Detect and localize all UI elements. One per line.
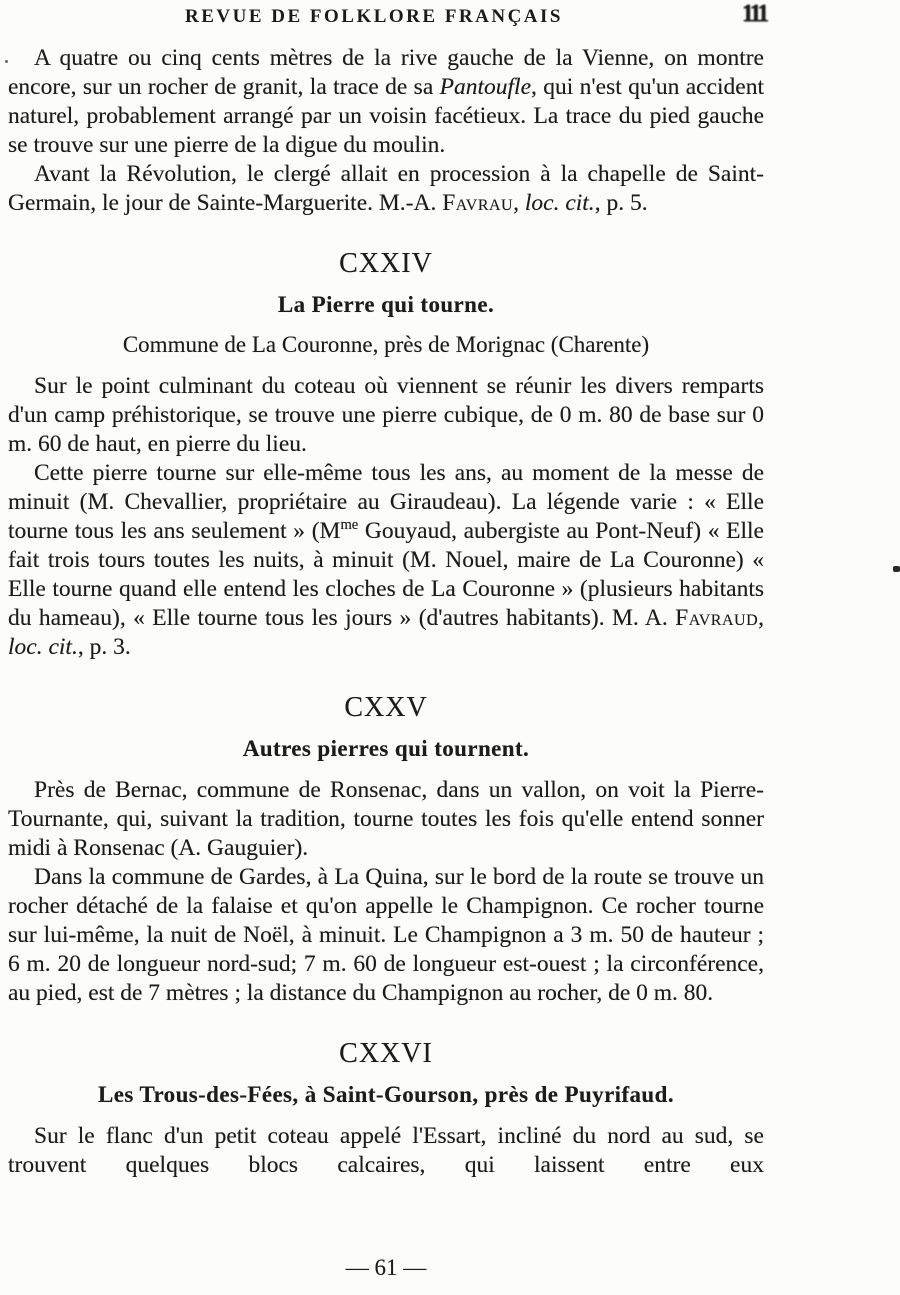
- text-segment: loc. cit.: [8, 634, 78, 660]
- running-header: [0, 0, 900, 32]
- scan-artifact: [5, 60, 8, 63]
- text-segment: Gouyaud, aubergiste au Pont-Neuf) « Elle fait trois tours toutes les nuits, à minuit (M. Nouel, maire de La Couronne) « Elle tourne quand elle entend les cloches de La Couronne » (plusieurs habitants du hameau), « Elle tourne tous les jours » (d'autres habitants). M. A.: [8, 518, 764, 631]
- text-segment: A quatre ou cinq cents mètres de la rive gauche de la Vienne, on montre encore, sur un rocher de granit, la trace de sa: [8, 45, 764, 100]
- section-subline: Commune de La Couronne, près de Morignac (Charente): [122, 332, 650, 357]
- text-segment: Favrau: [442, 190, 514, 216]
- text-segment: ,: [513, 190, 525, 216]
- section-number: CXXV: [344, 692, 428, 723]
- text-segment: loc. cit.: [524, 190, 595, 216]
- header-page-number: 111: [741, 0, 767, 27]
- paragraph: [8, 459, 764, 662]
- text-segment: Favraud: [675, 605, 759, 631]
- text-segment: Dans la commune de Gardes, à La Quina, sur le bord de la route se trouve un rocher détaché de la falaise et qu'on appelle le Champignon. Ce rocher tourne sur lui-même, la nuit de Noël, à minuit. Le Champignon a 3 m. 50 de hauteur ; 6 m. 20 de longueur nord-sud; 7 m. 60 de longueur est-ouest ; la circonférence, au pied, est de 7 mètres ; la distance du Champignon au rocher, de 0 m. 80.: [8, 864, 764, 1006]
- text-segment: Cette pierre tourne sur elle-même tous les ans, au moment de la messe de minuit (M. Chevallier, propriétaire au Giraudeau). La légende varie : « Elle tourne tous les ans seulement » (M: [8, 460, 764, 544]
- section-number: CXXIV: [339, 248, 433, 279]
- text-segment: Sur le point culminant du coteau où viennent se réunir les divers remparts d'un camp préhistorique, se trouve une pierre cubique, de 0 m. 80 de base sur 0 m. 60 de haut, en pierre du lieu.: [8, 373, 764, 457]
- footer-page-number: — 61 —: [345, 1255, 427, 1280]
- paragraph: [8, 160, 764, 218]
- paragraph: [8, 863, 764, 1008]
- text-segment: me: [340, 517, 359, 534]
- paragraph: [8, 1122, 764, 1180]
- paragraph: [8, 44, 764, 160]
- text-segment: , p. 3.: [77, 634, 131, 660]
- paragraph: [8, 372, 764, 459]
- section-title: La Pierre qui tourne.: [277, 292, 495, 317]
- text-segment: , p. 5.: [594, 190, 648, 216]
- section-title: Les Trous-des-Fées, à Saint-Gourson, près de Puyrifaud.: [98, 1082, 674, 1107]
- page-content: [0, 32, 900, 1180]
- text-segment: Près de Bernac, commune de Ronsenac, dans un vallon, on voit la Pierre-Tournante, qui, suivant la tradition, tourne toutes les fois qu'elle entend sonner midi à Ronsenac (A. Gauguier).: [8, 777, 764, 861]
- section-number: CXXVI: [339, 1038, 433, 1069]
- text-segment: Pantoufle: [439, 74, 532, 100]
- journal-title: REVUE DE FOLKLORE FRANÇAIS: [184, 6, 563, 27]
- scan-artifact: [893, 566, 900, 572]
- page-footer: [8, 1255, 764, 1281]
- paragraph: [8, 776, 764, 863]
- text-segment: Avant la Révolution, le clergé allait en procession à la chapelle de Saint-Germain, le jour de Sainte-Marguerite. M.-A.: [8, 161, 764, 216]
- text-segment: ,: [758, 605, 764, 631]
- text-segment: , qui n'est qu'un accident naturel, probablement arrangé par un voisin facétieux. La trace du pied gauche se trouve sur une pierre de la digue du moulin.: [8, 74, 764, 158]
- section-title: Autres pierres qui tournent.: [242, 736, 530, 761]
- text-segment: Sur le flanc d'un petit coteau appelé l'Essart, incliné du nord au sud, se trouvent quelques blocs calcaires, qui laissent entre eux: [8, 1123, 764, 1178]
